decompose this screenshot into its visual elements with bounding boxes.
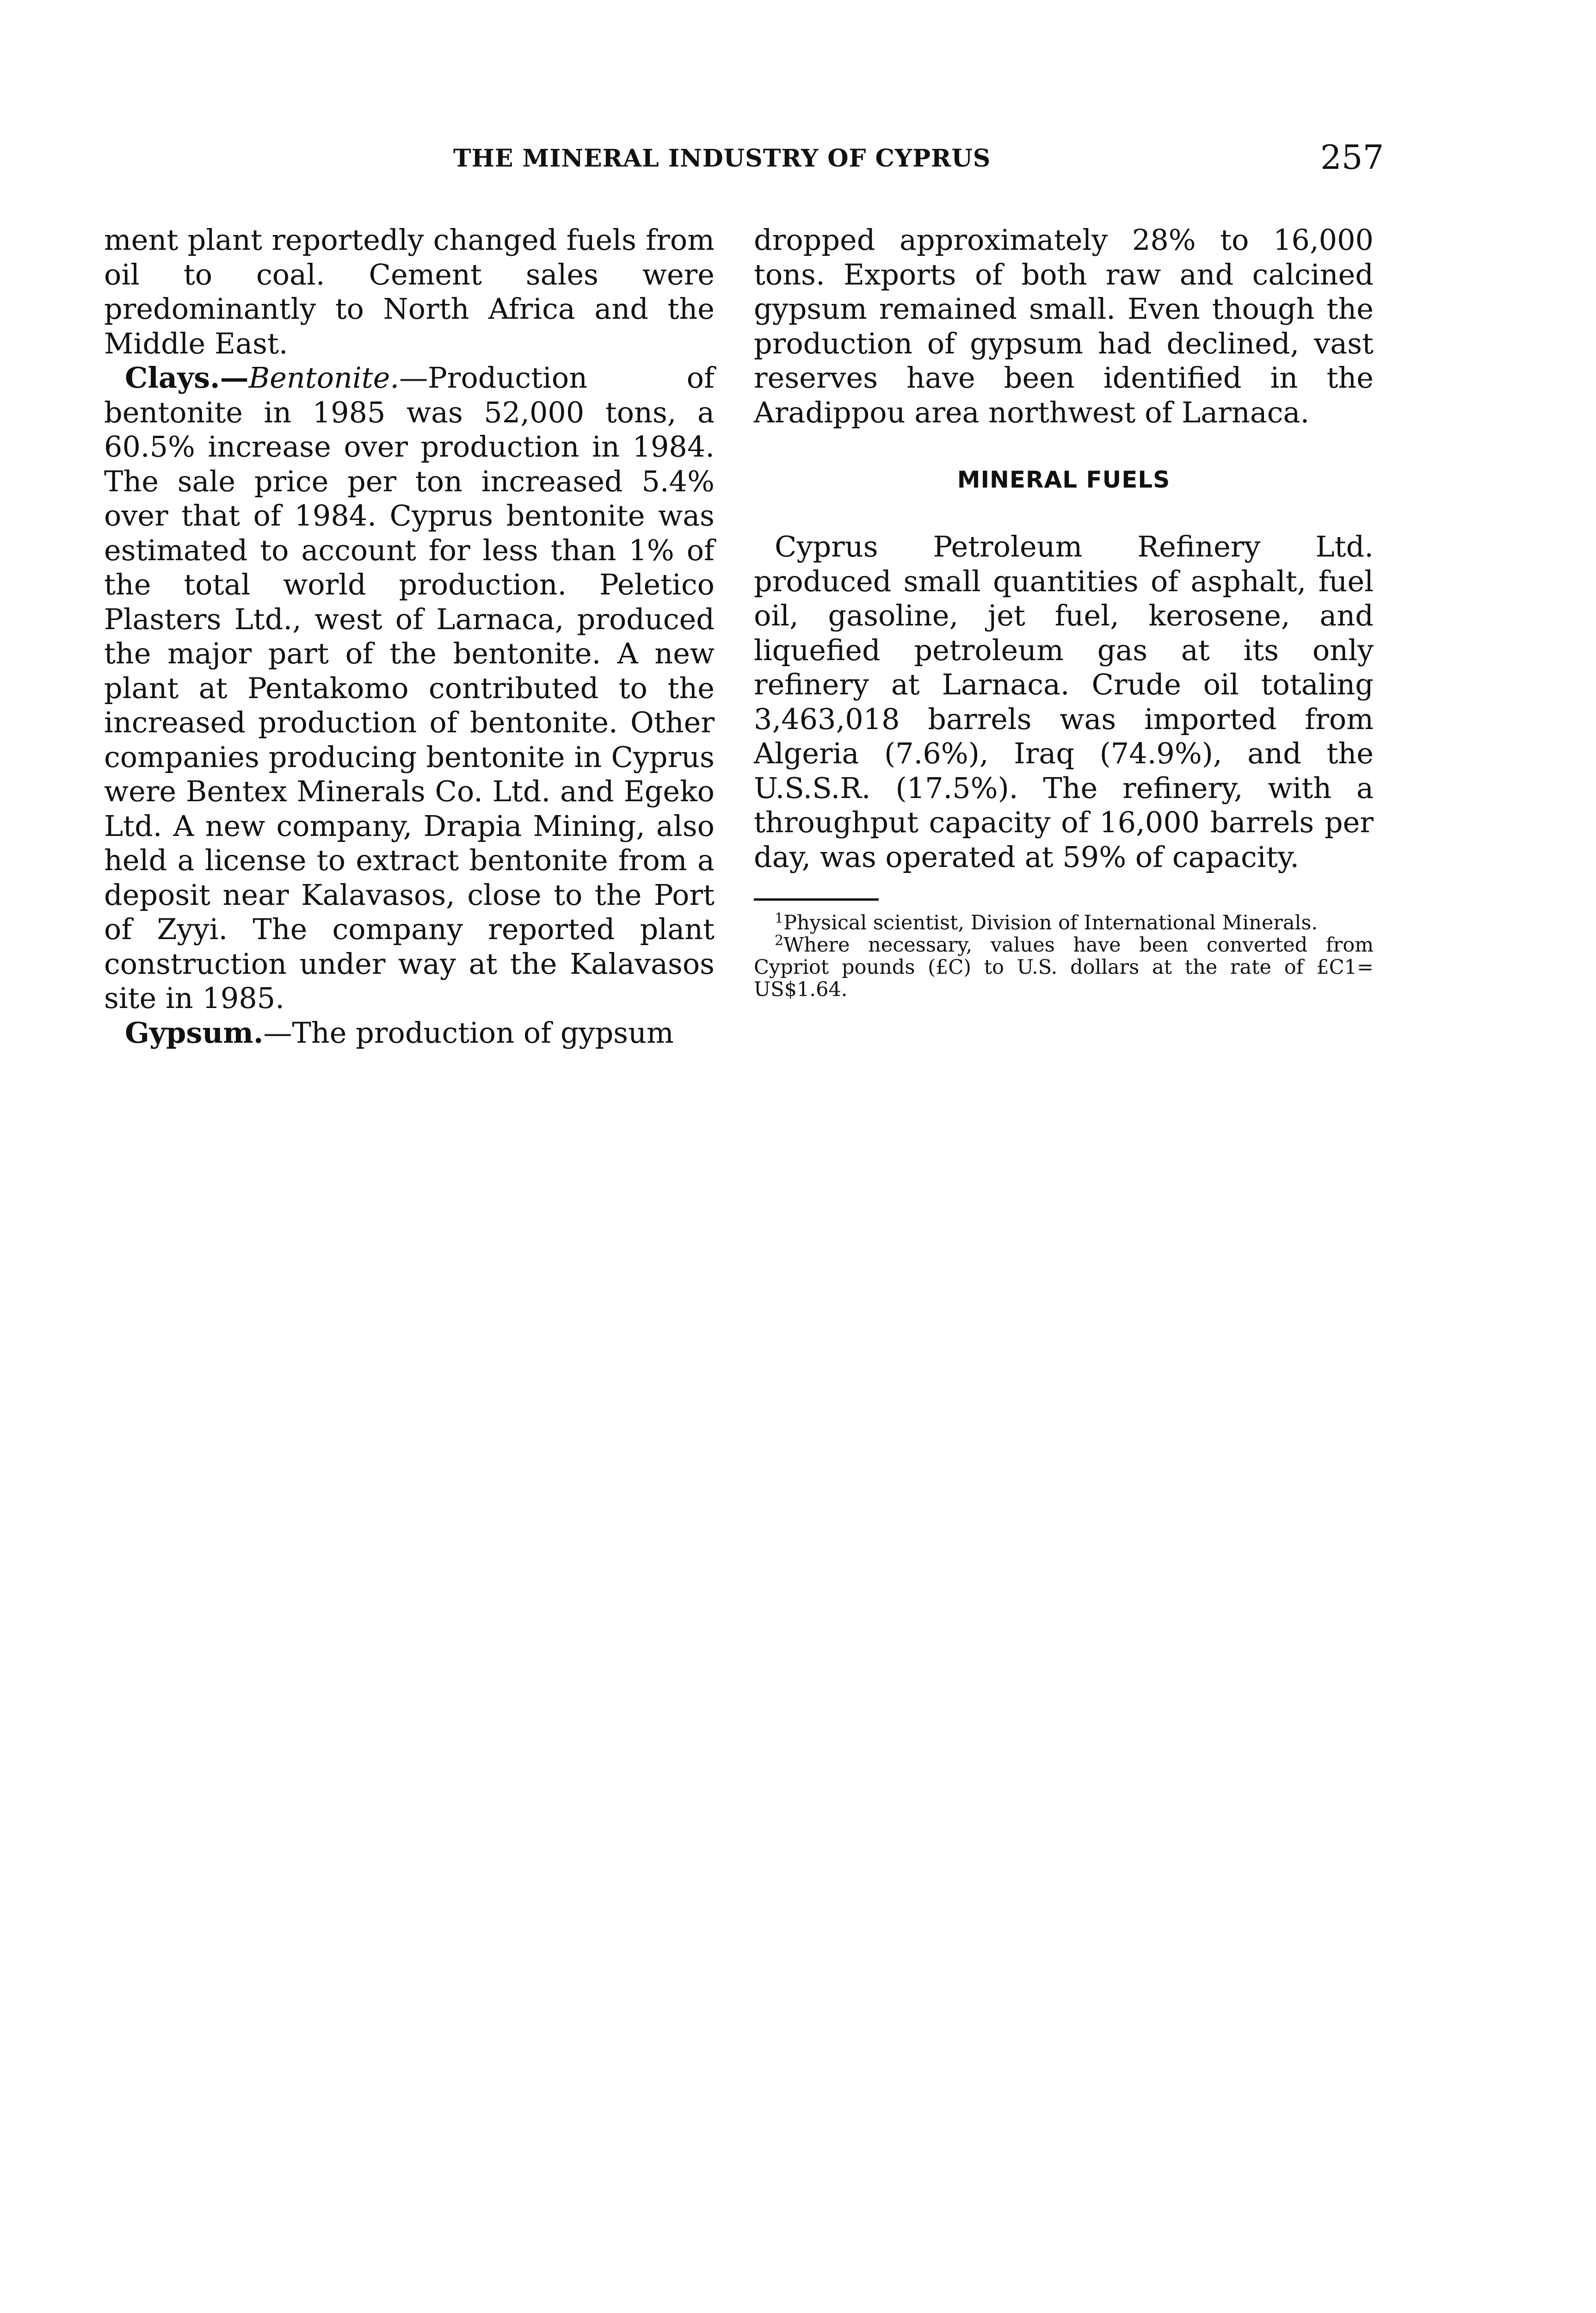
gypsum-paragraph [104,1016,715,1051]
section-heading-mineral-fuels: MINERAL FUELS [957,466,1171,493]
gypsum-text: —The production of gypsum [263,1015,674,1050]
running-title: THE MINERAL INDUSTRY OF CYPRUS [453,144,991,173]
footnote-2-mark: 2 [775,933,784,949]
footnote-2 [754,934,1374,1001]
bentonite-text: —Production of bentonite in 1985 was 52,000 tons, a 60.5% increase over production in 1984. The sale price per ton increased 5.4% over that of 1984. Cyprus bentonite was estimated to account for less than 1% of the total world production. Peletico Plasters Ltd., west of Larnaca, produced the major part of the bentonite. A new plant at Pentakomo contributed to the increased production of bentonite. Other companies producing bentonite in Cyprus were Bentex Minerals Co. Ltd. and Egeko Ltd. A new company, Drapia Mining, also held a license to extract bentonite from a deposit near Kalavasos, close to the Port of Zyyi. The company reported plant construction under way at the Kalavasos site in 1985. [104,361,715,1015]
footnote-1-text: Physical scientist, Division of International Minerals. [783,911,1318,934]
footnote-1 [754,912,1374,934]
mineral-fuels-paragraph: Cyprus Petroleum Refinery Ltd. produced small quantities of asphalt, fuel oil, gasoline, jet fuel, kerosene, and liquefied petroleum gas at its only refinery at Larnaca. Crude oil totaling 3,463,018 barrels was imported from Algeria (7.6%), Iraq (74.9%), and the U.S.S.R. (17.5%). The refinery, with a throughput capacity of 16,000 barrels per day, was operated at 59% of capacity. [754,530,1374,874]
footnote-2-text: Where necessary, values have been converted from Cypriot pounds (£C) to U.S. dollars at the rate of £C1= US$1.64. [754,934,1374,1001]
continuation-paragraph: ment plant reportedly changed fuels from oil to coal. Cement sales were predominantly to North Africa and the Middle East. [104,223,715,360]
footnote-rule [754,898,879,901]
bentonite-subheading: Bentonite. [248,361,400,395]
clays-dash: — [220,361,249,395]
gypsum-continuation-paragraph: dropped approximately 28% to 16,000 tons. Exports of both raw and calcined gypsum remained small. Even though the production of gypsum had declined, vast reserves have been identified in the Aradippou area northwest of Larnaca. [754,223,1374,429]
clays-paragraph [104,361,715,1016]
right-column [754,223,1374,1001]
gypsum-heading: Gypsum. [125,1015,264,1050]
page-number: 257 [1320,138,1384,177]
footnote-1-mark: 1 [775,910,784,927]
left-column [104,223,715,1050]
clays-heading: Clays. [125,361,220,395]
